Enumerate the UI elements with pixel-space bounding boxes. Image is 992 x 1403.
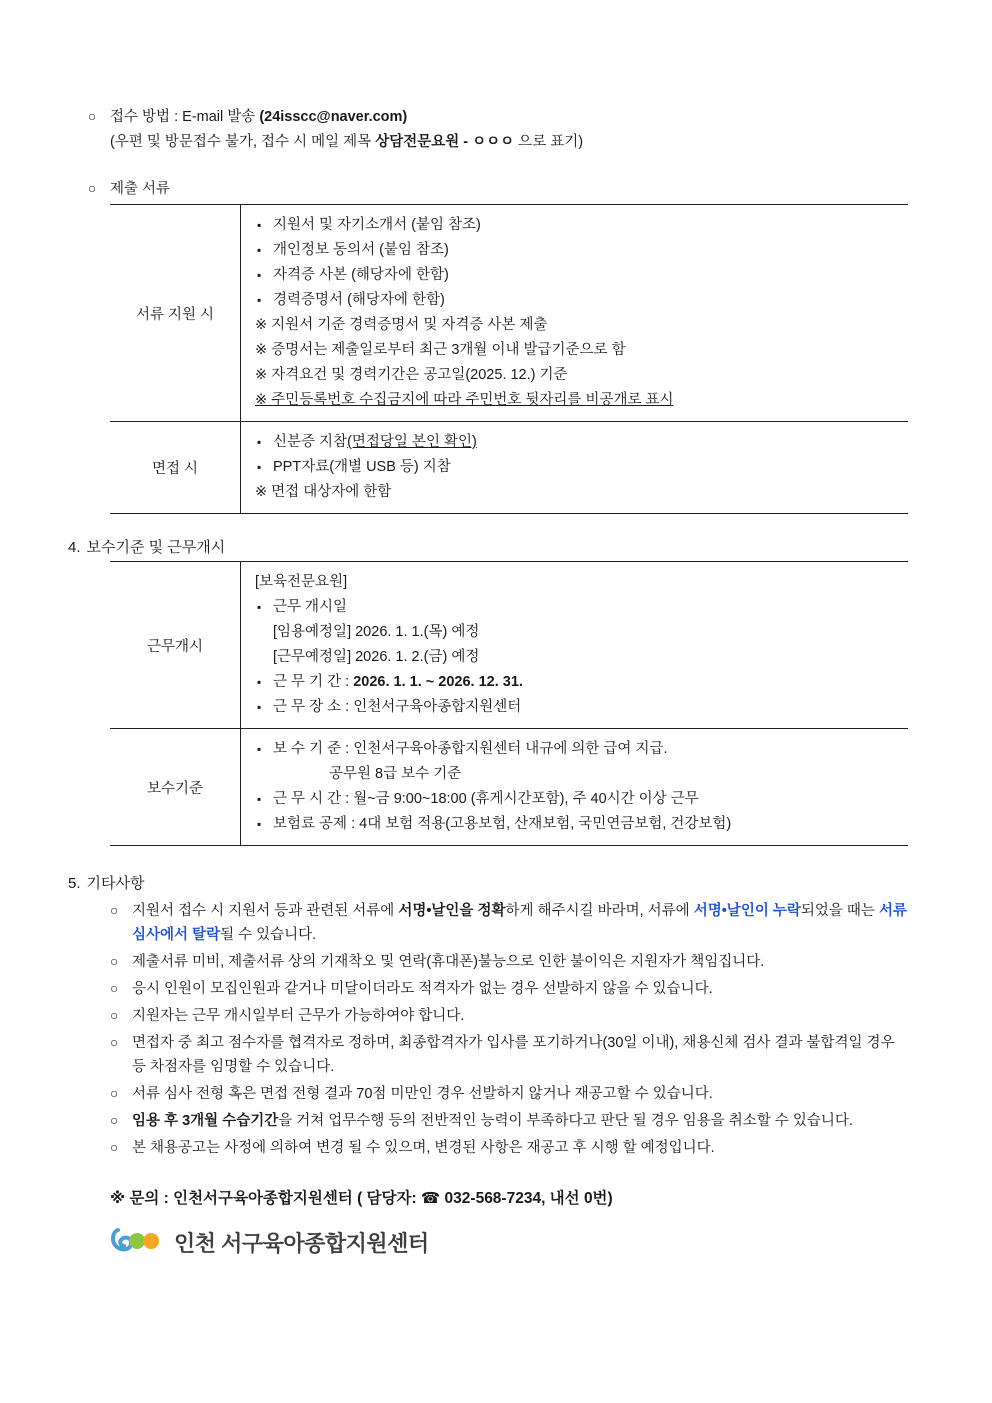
organization-logo: [110, 1224, 908, 1260]
work-start-date: [근무예정일] 2026. 1. 2.(금) 예정: [273, 649, 480, 665]
list-item: [110, 1031, 908, 1079]
table-row: [110, 729, 908, 846]
work-hours-line: ▪ 근 무 시 간 : 월~금 9:00~18:00 (휴게시간포함), 주 40시간 이상 근무: [255, 787, 902, 812]
documents-table: [110, 204, 908, 514]
plain-text: 지원자는 근무 개시일부터 근무가 가능하여야 합니다.: [132, 1008, 465, 1024]
apply-method-email: (24isscc@naver.com): [259, 109, 408, 125]
pay-standard-body: [241, 729, 909, 846]
list-item: ▪ PPT자료(개별 USB 등) 지참: [255, 455, 902, 480]
work-start-body: [241, 562, 909, 729]
emphasis-text: 임용 후 3개월 수습기간: [132, 1113, 279, 1129]
documents-table-wrap: [110, 204, 908, 514]
list-item: ▪ 근무 개시일: [255, 595, 902, 620]
apply-method-text: [110, 106, 908, 128]
interview-item-underlined: (면접당일 본인 확인): [347, 434, 477, 450]
note-line: ※ 면접 대상자에 한함: [255, 484, 392, 500]
section-5-heading: [68, 872, 908, 893]
documents-heading-row: [88, 178, 908, 200]
highlight-text: 서명•날인이 누락: [693, 903, 801, 919]
list-item-text: [132, 1031, 908, 1079]
table-row: [110, 205, 908, 422]
list-item-text: [132, 899, 908, 947]
list-item: [110, 1082, 908, 1106]
list-item: [110, 1109, 908, 1133]
note-line: ※ 지원서 기준 경력증명서 및 자격증 사본 제출: [255, 317, 548, 333]
bullet-circle-icon: ○: [110, 1008, 119, 1023]
bullet-circle-icon: ○: [88, 109, 97, 124]
section4-table-wrap: [110, 561, 908, 846]
list-item: [110, 977, 908, 1001]
work-place: ▪ 근 무 장 소 : 인천서구육아종합지원센터: [255, 695, 902, 720]
section-4-heading: [68, 536, 908, 557]
interview-item-text: 신분증 지참: [273, 434, 348, 450]
apply-method-row: [88, 106, 908, 128]
doc-row-label: 서류 지원 시: [110, 205, 241, 422]
bullet-circle-icon: ○: [110, 954, 119, 969]
list-item: [255, 430, 902, 455]
emphasis-text: 서명•날인을 정확: [398, 903, 506, 919]
apply-method-label: 접수 방법 : E-mail 발송: [110, 109, 260, 125]
list-item-text: [132, 1082, 908, 1106]
section-4-number: 4.: [68, 539, 81, 556]
list-item-text: [132, 1136, 908, 1160]
logo-mark-icon: [110, 1224, 164, 1260]
apply-note-subject: 상담전문요원 - ㅇㅇㅇ: [375, 134, 515, 150]
pay-grade-line: 공무원 8급 보수 기준: [329, 766, 462, 782]
list-item: [110, 1136, 908, 1160]
work-start-label: 근무개시: [110, 562, 241, 729]
section-5-number: 5.: [68, 875, 81, 892]
section-4-title: 보수기준 및 근무개시: [86, 539, 226, 556]
list-item: ▪ 지원서 및 자기소개서 (붙임 참조): [255, 213, 902, 238]
list-item-text: [132, 977, 908, 1001]
work-start-head: [보육전문요원]: [255, 574, 348, 590]
note-line-underlined: ※ 주민등록번호 수집금지에 따라 주민번호 뒷자리를 비공개로 표시: [255, 392, 674, 408]
doc-row-label: 면접 시: [110, 422, 241, 514]
other-notes-list: [110, 899, 908, 1160]
bullet-circle-icon: ○: [110, 903, 119, 918]
insurance-line: ▪ 보험료 공제 : 4대 보험 적용(고용보험, 산재보험, 국민연금보험, 건강보험): [255, 812, 902, 837]
work-period-value: 2026. 1. 1. ~ 2026. 12. 31.: [353, 674, 523, 690]
section-5-title: 기타사항: [86, 875, 145, 892]
list-item: ▪ 경력증명서 (해당자에 한함): [255, 288, 902, 313]
work-period: [255, 670, 902, 695]
list-item-text: [132, 1109, 908, 1133]
list-item: [110, 950, 908, 974]
plain-text: 되었을 때는: [800, 903, 879, 919]
pay-standard-line: ▪ 보 수 기 준 : 인천서구육아종합지원센터 내규에 의한 급여 지급.: [255, 737, 902, 762]
plain-text: 을 거쳐 업무수행 등의 전반적인 능력이 부족하다고 판단 될 경우 임용을 취소할 수 있습니다.: [278, 1113, 853, 1129]
plain-text: 제출서류 미비, 제출서류 상의 기재착오 및 연락(휴대폰)불능으로 인한 불이익은 지원자가 책임집니다.: [132, 954, 765, 970]
apply-note-pre: (우편 및 방문접수 불가, 접수 시 메일 제목: [110, 134, 376, 150]
doc-row-body: [241, 422, 909, 514]
contact-line: ※ 문의 : 인천서구육아종합지원센터 ( 담당자: ☎ 032-568-7234, 내선 0번): [110, 1190, 613, 1207]
note-line: ※ 자격요건 및 경력기간은 공고일(2025. 12.) 기준: [255, 367, 568, 383]
list-item: [110, 1004, 908, 1028]
plain-text: 지원서 접수 시 지원서 등과 관련된 서류에: [132, 903, 399, 919]
apply-method-note: [110, 130, 908, 154]
documents-heading-label: 제출 서류: [110, 181, 171, 197]
list-item: [110, 899, 908, 947]
plain-text: 본 채용공고는 사정에 의하여 변경 될 수 있으며, 변경된 사항은 재공고 후 시행 할 예정입니다.: [132, 1140, 715, 1156]
bullet-circle-icon: ○: [110, 981, 119, 996]
table-row: [110, 562, 908, 729]
plain-text: 응시 인원이 모집인원과 같거나 미달이더라도 적격자가 없는 경우 선발하지 않을 수 있습니다.: [132, 981, 713, 997]
highlight-text: 서류심사에서 탈락: [132, 903, 907, 943]
appointment-date: [임용예정일] 2026. 1. 1.(목) 예정: [273, 624, 480, 640]
bullet-circle-icon: ○: [110, 1140, 119, 1155]
pay-standard-label: 보수기준: [110, 729, 241, 846]
bullet-circle-icon: ○: [110, 1113, 119, 1128]
work-conditions-table: [110, 561, 908, 846]
bullet-circle-icon: ○: [110, 1035, 119, 1050]
list-item-text: [132, 1004, 908, 1028]
doc-row-body: [241, 205, 909, 422]
logo-text: 인천 서구육아종합지원센터: [174, 1230, 429, 1256]
note-line: ※ 증명서는 제출일로부터 최근 3개월 이내 발급기준으로 함: [255, 342, 626, 358]
work-period-label: 근 무 기 간 :: [273, 674, 354, 690]
list-item-text: [132, 950, 908, 974]
plain-text: 하게 해주시길 바라며, 서류에: [505, 903, 694, 919]
list-item: ▪ 개인정보 동의서 (붙임 참조): [255, 238, 902, 263]
plain-text: 될 수 있습니다.: [220, 927, 317, 943]
document-content: [68, 106, 908, 1260]
plain-text: 면접자 중 최고 점수자를 협격자로 정하며, 최종합격자가 입사를 포기하거나(30일 이내), 채용신체 검사 결과 불합격일 경우 등 차점자를 임명할 수 있습니다.: [132, 1035, 895, 1075]
bullet-circle-icon: ○: [110, 1086, 119, 1101]
table-row: [110, 422, 908, 514]
bullet-circle-icon: ○: [88, 181, 97, 196]
plain-text: 서류 심사 전형 혹은 면접 전형 결과 70점 미만인 경우 선발하지 않거나 재공고할 수 있습니다.: [132, 1086, 713, 1102]
apply-note-post: 으로 표기): [514, 134, 584, 150]
list-item: ▪ 자격증 사본 (해당자에 한함): [255, 263, 902, 288]
